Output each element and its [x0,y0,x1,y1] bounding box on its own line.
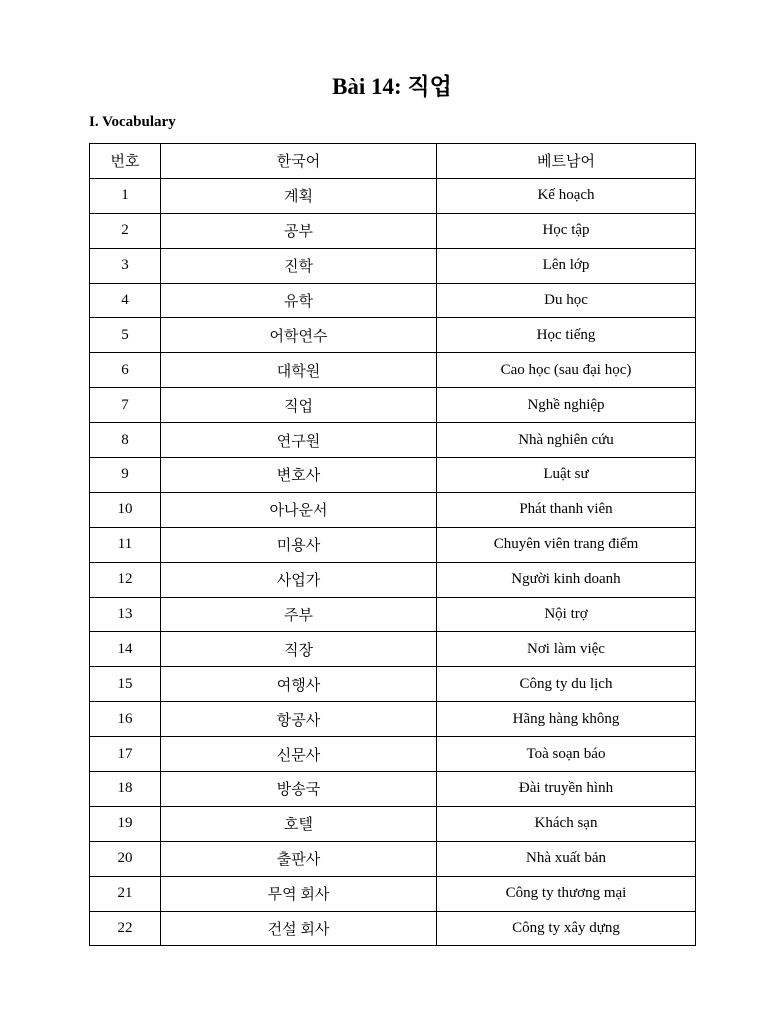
table-header [90,144,696,179]
cell-korean: 항공사 [161,702,437,737]
cell-number: 14 [90,632,161,667]
cell-korean: 방송국 [161,772,437,807]
cell-vietnamese: Công ty du lịch [437,667,696,702]
table-body [90,178,696,946]
cell-number: 3 [90,248,161,283]
cell-vietnamese: Lên lớp [437,248,696,283]
cell-korean: 공부 [161,213,437,248]
cell-vietnamese: Học tiếng [437,318,696,353]
cell-vietnamese: Nghề nghiệp [437,388,696,423]
column-header-korean: 한국어 [161,144,437,179]
table-row [90,737,696,772]
cell-number: 5 [90,318,161,353]
table-row [90,388,696,423]
cell-number: 21 [90,876,161,911]
cell-vietnamese: Khách sạn [437,806,696,841]
section-heading: I. Vocabulary [89,114,176,130]
cell-korean: 연구원 [161,423,437,458]
cell-vietnamese: Cao học (sau đại học) [437,353,696,388]
cell-number: 17 [90,737,161,772]
table-row [90,632,696,667]
cell-number: 19 [90,806,161,841]
cell-number: 15 [90,667,161,702]
cell-korean: 직업 [161,388,437,423]
cell-number: 6 [90,353,161,388]
table-row [90,806,696,841]
table-row [90,248,696,283]
column-header-vietnamese: 베트남어 [437,144,696,179]
cell-vietnamese: Công ty xây dựng [437,911,696,946]
cell-number: 4 [90,283,161,318]
table-row [90,213,696,248]
cell-korean: 미용사 [161,527,437,562]
table-row [90,423,696,458]
page-title: Bài 14: 직업 [332,74,452,99]
cell-korean: 변호사 [161,458,437,493]
cell-vietnamese: Học tập [437,213,696,248]
cell-vietnamese: Kế hoạch [437,178,696,213]
cell-korean: 유학 [161,283,437,318]
table-row [90,458,696,493]
cell-number: 18 [90,772,161,807]
cell-korean: 신문사 [161,737,437,772]
cell-vietnamese: Toà soạn báo [437,737,696,772]
cell-korean: 주부 [161,597,437,632]
table-row [90,772,696,807]
cell-number: 16 [90,702,161,737]
cell-vietnamese: Nội trợ [437,597,696,632]
table-row [90,876,696,911]
cell-vietnamese: Chuyên viên trang điểm [437,527,696,562]
cell-korean: 대학원 [161,353,437,388]
table-row [90,841,696,876]
table-row [90,492,696,527]
cell-number: 7 [90,388,161,423]
cell-vietnamese: Công ty thương mại [437,876,696,911]
cell-number: 12 [90,562,161,597]
cell-korean: 어학연수 [161,318,437,353]
cell-number: 11 [90,527,161,562]
cell-number: 9 [90,458,161,493]
vocabulary-table [89,143,696,946]
cell-number: 10 [90,492,161,527]
table-row [90,702,696,737]
cell-vietnamese: Phát thanh viên [437,492,696,527]
cell-number: 1 [90,178,161,213]
cell-vietnamese: Du học [437,283,696,318]
table-row [90,318,696,353]
table-row [90,353,696,388]
table-row [90,178,696,213]
cell-korean: 무역 회사 [161,876,437,911]
cell-vietnamese: Hãng hàng không [437,702,696,737]
table-row [90,911,696,946]
cell-vietnamese: Nhà nghiên cứu [437,423,696,458]
cell-korean: 직장 [161,632,437,667]
table-row [90,527,696,562]
table-row [90,597,696,632]
cell-vietnamese: Nơi làm việc [437,632,696,667]
cell-korean: 건설 회사 [161,911,437,946]
cell-number: 13 [90,597,161,632]
cell-korean: 아나운서 [161,492,437,527]
cell-vietnamese: Nhà xuất bản [437,841,696,876]
column-header-number: 번호 [90,144,161,179]
cell-number: 20 [90,841,161,876]
cell-korean: 여행사 [161,667,437,702]
cell-vietnamese: Người kinh doanh [437,562,696,597]
cell-number: 8 [90,423,161,458]
table-row [90,562,696,597]
cell-number: 22 [90,911,161,946]
cell-korean: 계획 [161,178,437,213]
cell-vietnamese: Luật sư [437,458,696,493]
table-row [90,667,696,702]
cell-korean: 진학 [161,248,437,283]
table-row [90,283,696,318]
cell-korean: 출판사 [161,841,437,876]
cell-number: 2 [90,213,161,248]
cell-korean: 호텔 [161,806,437,841]
cell-vietnamese: Đài truyền hình [437,772,696,807]
cell-korean: 사업가 [161,562,437,597]
table-header-row [90,144,696,179]
